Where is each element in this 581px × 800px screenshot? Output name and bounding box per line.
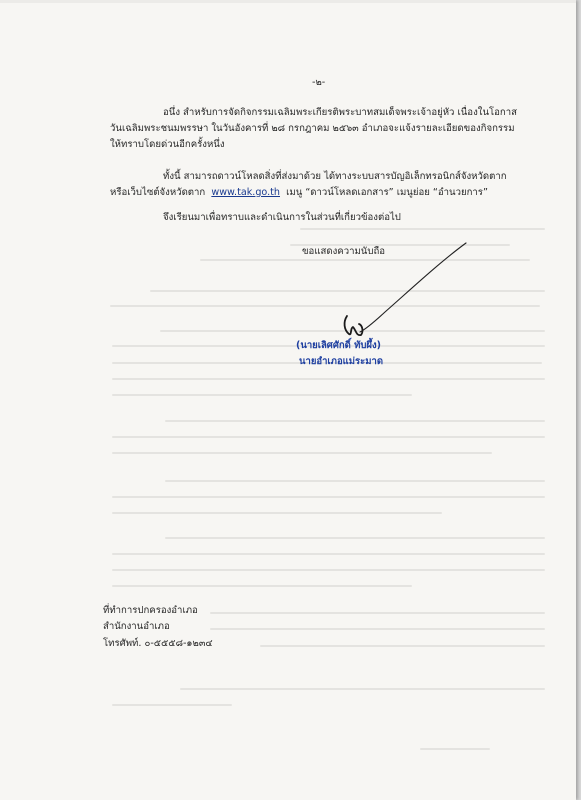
closing-salutation: ขอแสดงความนับถือ	[302, 246, 386, 257]
website-suffix: เมนู “ดาวน์โหลดเอกสาร” เมนูย่อย “อำนวยการ”	[286, 187, 488, 198]
paragraph-2-line-1: ทั้งนี้ สามารถดาวน์โหลดสิ่งที่ส่งมาด้วย ได้ทางระบบสารบัญอิเล็กทรอนิกส์จังหวัดตาก	[163, 171, 507, 182]
footer-department: สำนักงานอำเภอ	[103, 621, 170, 632]
signatory-name: (นายเลิศศักดิ์ ทับผึ้ง)	[296, 340, 381, 351]
website-prefix: หรือเว็บไซต์จังหวัดตาก	[110, 187, 206, 198]
scan-edge	[0, 0, 576, 3]
paragraph-1-line-3: ให้ทราบโดยด่วนอีกครั้งหนึ่ง	[110, 139, 225, 150]
website-link[interactable]: www.tak.go.th	[211, 187, 280, 198]
paragraph-1-line-1: อนึ่ง สำหรับการจัดกิจกรรมเฉลิมพระเกียรติพระบาทสมเด็จพระเจ้าอยู่หัว เนื่องในโอกาส	[163, 107, 517, 118]
paragraph-1-line-2: วันเฉลิมพระชนมพรรษา ในวันอังคารที่ ๒๘ กรกฎาคม ๒๕๖๓ อำเภอจะแจ้งรายละเอียดของกิจกรรม	[110, 123, 515, 134]
closing-request: จึงเรียนมาเพื่อทราบและดำเนินการในส่วนที่เกี่ยวข้องต่อไป	[163, 212, 401, 223]
page-number: -๒-	[312, 77, 326, 88]
footer-phone: โทรศัพท์. ๐-๕๕๕๘-๑๒๓๔	[103, 638, 213, 649]
footer-office: ที่ทำการปกครองอำเภอ	[103, 605, 198, 616]
paragraph-2-line-2	[110, 187, 488, 199]
signature-mark	[345, 316, 363, 335]
signatory-position: นายอำเภอแม่ระมาด	[299, 356, 384, 367]
